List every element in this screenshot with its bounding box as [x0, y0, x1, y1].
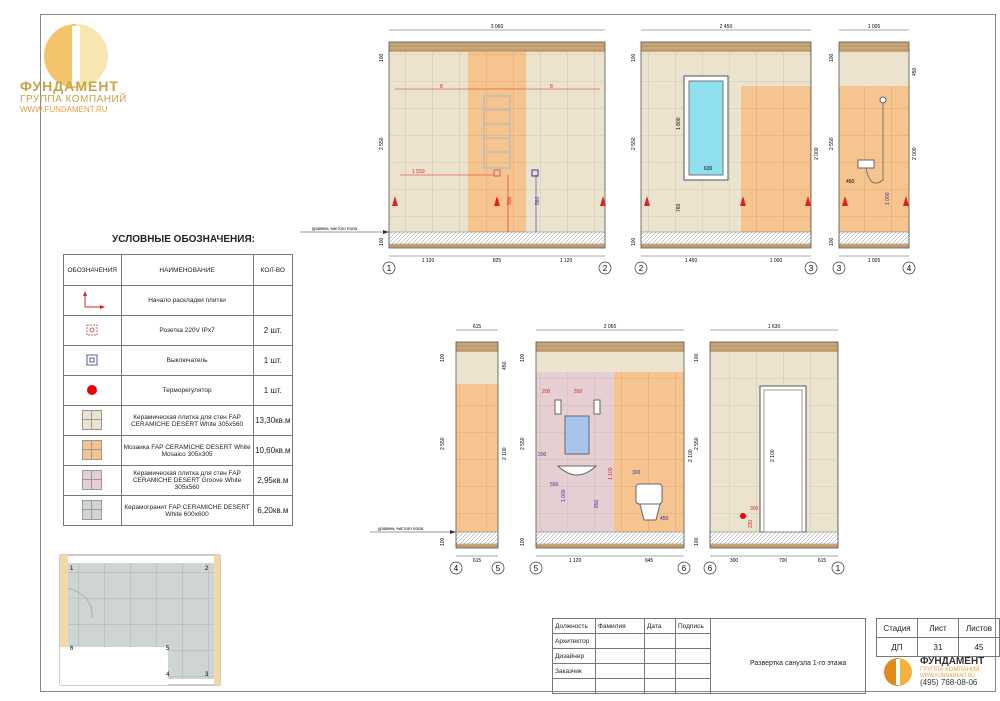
floor-level-label: уровень чистого пола — [312, 226, 358, 231]
e1-mark: 8 — [550, 84, 553, 90]
e4-h1: 100 — [440, 353, 446, 362]
sheet-header: Лист — [918, 619, 959, 638]
e2-h3: 100 — [631, 237, 637, 246]
legend-row-name: Розетка 220V IPx7 — [121, 316, 253, 346]
legend-row-name: Керамическая плитка для стен FAP CERAMICHE DESERT Groove White 305x560 — [121, 466, 253, 496]
e5-mark: 200 — [538, 452, 547, 458]
tb-role: Дизайнер — [553, 649, 596, 664]
e2-seg: 1 450 — [684, 258, 698, 264]
axis-label: 3 — [836, 264, 842, 273]
e1-seg: 1 120 — [559, 258, 573, 264]
stage-value: ДП — [877, 638, 918, 657]
tb-col: Подпись — [676, 619, 711, 634]
sheets-value: 45 — [959, 638, 1000, 657]
e5-width: 2 065 — [603, 324, 617, 330]
footer-phone: (495) 768-08-06 — [920, 678, 978, 687]
e5-mark: 300 — [632, 470, 641, 476]
axis-label: 6 — [681, 564, 687, 573]
plan-axis: 4 — [166, 672, 170, 678]
e1-mark: 900 — [507, 196, 513, 205]
e1-width: 3 060 — [490, 24, 504, 30]
floor-level-label-2: уровень чистого пола — [378, 526, 424, 531]
e4-mark: 2 100 — [502, 447, 508, 460]
e1-h3: 100 — [379, 237, 385, 246]
e3-h1: 100 — [829, 53, 835, 62]
sheet-value: 31 — [918, 638, 959, 657]
elevation-1-2 — [379, 24, 611, 274]
sheets-header: Листов — [959, 619, 1000, 638]
e6-h1: 100 — [694, 353, 700, 362]
floor-plan — [60, 555, 220, 685]
axis-label: 3 — [808, 264, 814, 273]
e5-mark: 550 — [574, 389, 583, 395]
legend-row-qty: 6,20кв.м — [253, 496, 292, 526]
elevation-5-6 — [520, 324, 694, 574]
e6-width: 1 630 — [767, 324, 781, 330]
legend-row-qty: 2,95кв.м — [253, 466, 292, 496]
legend-row-qty: 10,60кв.м — [253, 436, 292, 466]
stage-header: Стадия — [877, 619, 918, 638]
legend-row-name: Терморегулятор — [121, 376, 253, 406]
title-block — [552, 618, 866, 694]
plan-axis: 2 — [205, 566, 209, 572]
legend-row-name: Начало раскладки плитки — [121, 286, 253, 316]
legend-row-qty: 13,30кв.м — [253, 406, 292, 436]
e5-mark: 550 — [550, 482, 559, 488]
footer-company-subtitle: ГРУППА КОМПАНИЙ — [920, 667, 980, 673]
e3-mark: 450 — [846, 179, 855, 185]
elevation-3-4 — [829, 24, 918, 274]
footer-logo-icon — [880, 656, 916, 688]
legend-header-symbol: ОБОЗНАЧЕНИЯ — [64, 255, 122, 286]
e6-seg: 300 — [729, 558, 739, 564]
e5-mark: 200 — [542, 389, 551, 395]
legend-row-qty: 2 шт. — [253, 316, 292, 346]
stage-block — [876, 618, 1000, 657]
e5-h2: 2 550 — [520, 437, 526, 450]
axis-label: 1 — [835, 564, 841, 573]
e4-seg: 615 — [472, 558, 482, 564]
legend-row-name: Мозаика FAP CERAMICHE DESERT White Mosaico 305x305 — [121, 436, 253, 466]
e3-mark: 2 000 — [912, 147, 918, 160]
e2-width: 2 450 — [719, 24, 733, 30]
e6-h3: 100 — [694, 537, 700, 546]
e2-mark: 2 000 — [814, 147, 820, 160]
legend-title: УСЛОВНЫЕ ОБОЗНАЧЕНИЯ: — [112, 234, 255, 245]
e3-mark: 1 000 — [885, 192, 891, 205]
legend-row-name: Керамическая плитка для стен FAP CERAMICHE DESERT White 305x560 — [121, 406, 253, 436]
axis-label: 4 — [453, 564, 459, 573]
legend-header-name: НАИМЕНОВАНИЕ — [121, 255, 253, 286]
e3-mark: 450 — [912, 67, 918, 76]
e4-mark: 450 — [502, 361, 508, 370]
e6-mark: 2 100 — [770, 449, 776, 462]
e4-h3: 100 — [440, 537, 446, 546]
plan-axis: 1 — [70, 566, 74, 572]
e5-mark: 1 000 — [561, 489, 567, 502]
e5-mark: 1 100 — [608, 467, 614, 480]
e5-h1: 100 — [520, 353, 526, 362]
axis-label: 2 — [638, 264, 644, 273]
legend-row-name: Выключатель — [121, 346, 253, 376]
e3-h2: 2 550 — [829, 137, 835, 150]
elevation-6-1 — [694, 324, 844, 574]
tb-role: Архитектор — [553, 634, 596, 649]
footer-company-name: ФУНДАМЕНТ — [920, 656, 985, 667]
e3-seg: 1 005 — [867, 258, 881, 264]
axis-label: 1 — [386, 264, 392, 273]
e5-h3: 100 — [520, 537, 526, 546]
e2-seg: 1 000 — [769, 258, 783, 264]
sheet-name: Развертка санузла 1-го этажа — [750, 660, 847, 667]
legend-row-name: Керамогранит FAP CERAMICHE DESERT White 600x600 — [121, 496, 253, 526]
axis-label: 6 — [707, 564, 713, 573]
e5-seg: 1 120 — [568, 558, 582, 564]
e5-mark: 2 100 — [688, 449, 694, 462]
elevation-4-5 — [440, 324, 508, 574]
e5-mark: 450 — [660, 516, 669, 522]
e5-mark: 850 — [594, 499, 600, 508]
e3-h3: 100 — [829, 237, 835, 246]
e4-width: 615 — [472, 324, 482, 330]
e2-mark: 760 — [676, 203, 682, 212]
e6-seg: 700 — [778, 558, 788, 564]
axis-label: 5 — [533, 564, 539, 573]
e6-h2: 2 550 — [694, 437, 700, 450]
legend-row-qty: 1 шт. — [253, 346, 292, 376]
footer-url: WWW.FUNDAMENT.RU — [920, 673, 975, 679]
e1-mark: 560 — [535, 196, 541, 205]
e1-h1: 100 — [379, 53, 385, 62]
axis-label: 4 — [906, 264, 912, 273]
tb-role: Должность — [553, 619, 596, 634]
e4-h2: 2 550 — [440, 437, 446, 450]
elevation-2-3 — [631, 24, 820, 274]
legend-row-qty: 1 шт. — [253, 376, 292, 406]
e2-h1: 100 — [631, 53, 637, 62]
e2-mark: 1 800 — [676, 117, 682, 130]
tb-col: Дата — [645, 619, 676, 634]
e1-h2: 2 550 — [379, 137, 385, 150]
e2-h2: 2 550 — [631, 137, 637, 150]
e5-seg: 945 — [644, 558, 654, 564]
e1-seg: 1 120 — [421, 258, 435, 264]
company-subtitle: ГРУППА КОМПАНИЙ — [20, 94, 127, 105]
e1-seg: 825 — [492, 258, 502, 264]
e6-mark: 300 — [750, 506, 759, 512]
legend-header-qty: КОЛ-ВО — [253, 255, 292, 286]
e6-mark: 230 — [748, 519, 754, 528]
plan-axis: 5 — [166, 646, 170, 652]
company-url: WWW.FUNDAMENT.RU — [20, 105, 108, 114]
tb-col: Фамилия — [596, 619, 645, 634]
e6-seg: 615 — [817, 558, 827, 564]
plan-axis: 3 — [205, 672, 209, 678]
tb-role: Заказчик — [553, 664, 596, 679]
company-name: ФУНДАМЕНТ — [20, 78, 119, 94]
plan-axis: 6 — [70, 646, 74, 652]
e1-mark: 1 550 — [412, 169, 425, 175]
e2-mark: 630 — [704, 166, 713, 172]
axis-label: 5 — [495, 564, 501, 573]
e1-mark: 8 — [440, 84, 443, 90]
axis-label: 2 — [602, 264, 608, 273]
e3-width: 1 005 — [867, 24, 881, 30]
